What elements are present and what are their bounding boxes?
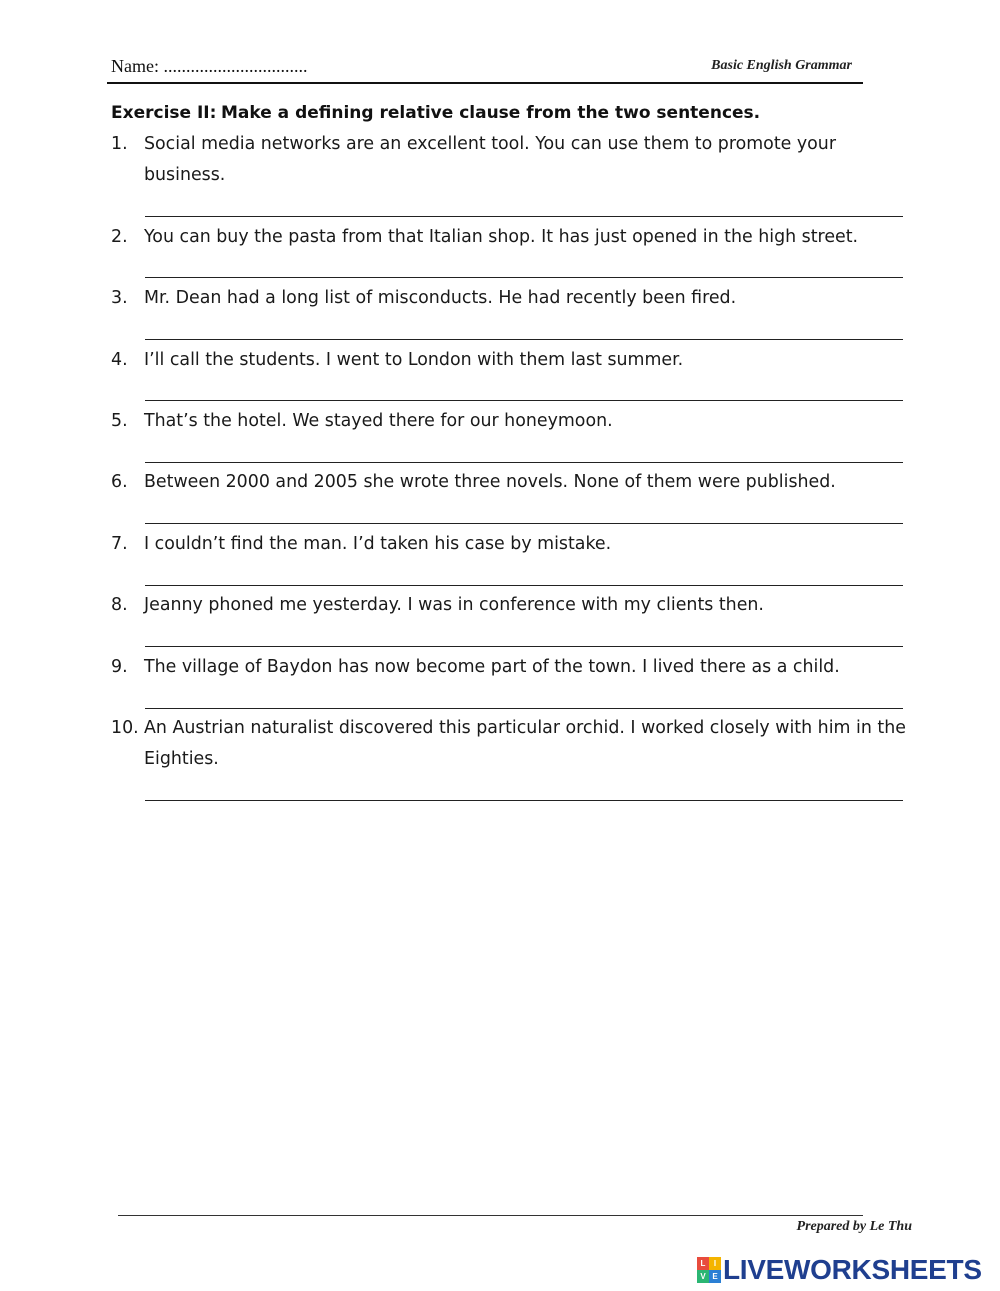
question-item	[111, 529, 911, 560]
answer-line[interactable]	[145, 400, 903, 401]
question-number: 8.	[111, 595, 128, 615]
exercise-label: Exercise II:	[111, 103, 217, 123]
header-name-field: Name: ................................	[111, 56, 308, 76]
logo-icon-tile: V	[697, 1270, 709, 1283]
question-text: Jeanny phoned me yesterday. I was in conference with my clients then.	[144, 595, 764, 615]
answer-line[interactable]	[145, 216, 903, 217]
liveworksheets-wordmark: LIVEWORKSHEETS	[723, 1254, 982, 1285]
question-number: 5.	[111, 411, 128, 431]
header-divider	[107, 82, 863, 84]
liveworksheets-logo-icon	[697, 1257, 721, 1283]
footer-credit: Prepared by Le Thu	[796, 1219, 912, 1234]
question-number: 9.	[111, 657, 128, 677]
logo-icon-tile: L	[697, 1257, 709, 1270]
answer-line[interactable]	[145, 523, 903, 524]
question-item	[111, 222, 911, 253]
question-number: 1.	[111, 134, 128, 154]
header-title: Basic English Grammar	[711, 58, 852, 73]
footer-divider	[118, 1215, 863, 1216]
question-item	[111, 129, 911, 191]
liveworksheets-logo[interactable]	[697, 1254, 997, 1286]
question-number: 3.	[111, 288, 128, 308]
question-text: Mr. Dean had a long list of misconducts. He had recently been fired.	[144, 288, 737, 308]
question-item	[111, 345, 911, 376]
question-number: 10.	[111, 718, 139, 738]
question-text: I couldn’t find the man. I’d taken his case by mistake.	[144, 534, 612, 554]
question-text: That’s the hotel. We stayed there for our honeymoon.	[144, 411, 613, 431]
question-text: I’ll call the students. I went to London with them last summer.	[144, 350, 684, 370]
answer-line[interactable]	[145, 277, 903, 278]
question-item	[111, 652, 911, 683]
answer-line[interactable]	[145, 646, 903, 647]
question-text: The village of Baydon has now become part of the town. I lived there as a child.	[144, 657, 840, 677]
question-item	[111, 467, 911, 498]
question-item	[111, 283, 911, 314]
exercise-title	[111, 103, 760, 123]
question-text: You can buy the pasta from that Italian shop. It has just opened in the high street.	[144, 227, 859, 247]
logo-icon-tile: I	[709, 1257, 721, 1270]
logo-icon-tile: E	[709, 1270, 721, 1283]
question-text-continued: business.	[144, 165, 226, 185]
question-number: 4.	[111, 350, 128, 370]
question-text: An Austrian naturalist discovered this particular orchid. I worked closely with him in the	[144, 718, 906, 738]
answer-line[interactable]	[145, 462, 903, 463]
question-text: Between 2000 and 2005 she wrote three novels. None of them were published.	[144, 472, 836, 492]
question-item	[111, 406, 911, 437]
question-item	[111, 590, 911, 621]
question-number: 6.	[111, 472, 128, 492]
answer-line[interactable]	[145, 708, 903, 709]
answer-line[interactable]	[145, 339, 903, 340]
question-text-continued: Eighties.	[144, 749, 219, 769]
answer-line[interactable]	[145, 585, 903, 586]
question-item	[111, 713, 911, 775]
question-number: 2.	[111, 227, 128, 247]
question-text: Social media networks are an excellent tool. You can use them to promote your	[144, 134, 836, 154]
answer-line[interactable]	[145, 800, 903, 801]
question-number: 7.	[111, 534, 128, 554]
exercise-instruction: Make a defining relative clause from the two sentences.	[221, 103, 761, 123]
